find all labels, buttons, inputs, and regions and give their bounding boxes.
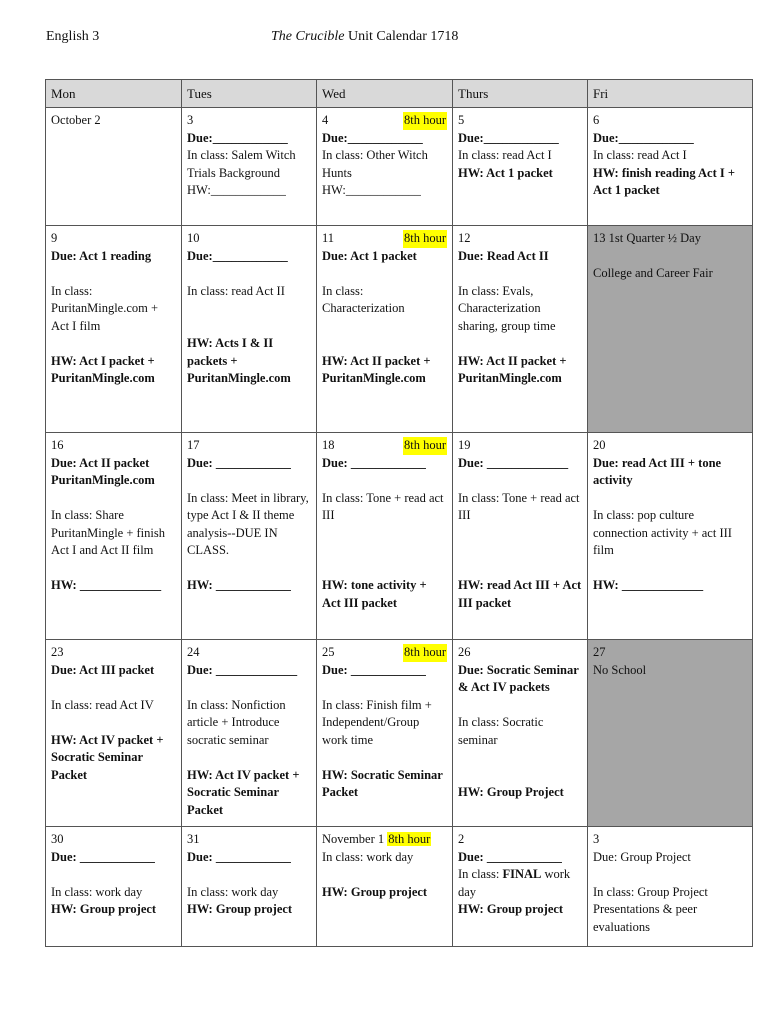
day-entry: Due: ____________ xyxy=(51,849,155,864)
eighth-hour-highlight: 8th hour xyxy=(388,832,431,846)
day-entry: HW: _____________ xyxy=(593,578,704,592)
day-cell xyxy=(46,640,182,827)
day-date: 30 xyxy=(51,832,64,846)
day-entry: HW: Act IV packet + Socratic Seminar Packet xyxy=(187,767,300,817)
day-date: 11 xyxy=(322,231,335,245)
day-date: 18 xyxy=(322,438,335,452)
day-cell-content xyxy=(458,644,582,802)
day-cell-content xyxy=(51,437,176,595)
week-row xyxy=(46,226,753,433)
day-cell-content xyxy=(593,644,747,679)
day-entry: Due: ____________ xyxy=(187,849,291,864)
weekday-header: Fri xyxy=(588,80,753,108)
day-entry: HW: Act 1 packet xyxy=(458,165,553,180)
spacer xyxy=(322,265,447,283)
course-name: English 3 xyxy=(46,29,100,44)
day-date: 13 1st Quarter ½ Day xyxy=(593,231,701,245)
day-entry: HW: Act II packet + PuritanMingle.com xyxy=(322,353,431,385)
day-entry: In class: work day xyxy=(322,849,414,864)
spacer xyxy=(187,472,311,490)
day-entry: HW: finish reading Act I + Act 1 packet xyxy=(593,165,735,197)
page-header xyxy=(46,29,726,49)
day-entry: In class: work day xyxy=(187,884,279,899)
title-italic: The Crucible xyxy=(271,29,345,44)
day-entry: HW:____________ xyxy=(187,183,286,197)
day-entry: Due: ____________ xyxy=(322,455,426,470)
spacer xyxy=(51,490,176,508)
day-date: November 1 xyxy=(322,832,385,846)
weekday-header: Wed xyxy=(317,80,453,108)
day-entry: In class: read Act IV xyxy=(51,697,154,712)
day-cell-content xyxy=(593,112,747,200)
day-cell-content xyxy=(322,831,447,901)
day-entry: In class: Socratic seminar xyxy=(458,715,544,747)
day-date: 25 xyxy=(322,645,335,659)
day-entry: Due:____________ xyxy=(187,248,288,263)
day-cell xyxy=(453,640,588,827)
day-date: 12 xyxy=(458,231,471,245)
spacer xyxy=(458,542,582,560)
spacer xyxy=(458,767,582,785)
weekday-header: Thurs xyxy=(453,80,588,108)
day-cell-content xyxy=(51,230,176,388)
day-entry: In class: Tone + read act III xyxy=(458,490,580,522)
day-cell-content xyxy=(458,112,582,182)
day-entry: In class: read Act I xyxy=(458,148,552,162)
day-date: 3 xyxy=(187,113,194,127)
day-date: 24 xyxy=(187,645,200,659)
spacer xyxy=(51,560,176,578)
spacer xyxy=(458,749,582,767)
spacer xyxy=(322,749,447,767)
day-entry: Due: Socratic Seminar & Act IV packets xyxy=(458,662,579,694)
spacer xyxy=(51,866,176,884)
spacer xyxy=(51,714,176,732)
day-cell-content xyxy=(593,437,747,595)
day-cell-content xyxy=(51,644,176,784)
weekday-header-row xyxy=(46,80,753,108)
day-entry: Due:____________ xyxy=(458,130,559,145)
spacer xyxy=(593,490,747,508)
spacer xyxy=(51,335,176,353)
week-row xyxy=(46,433,753,640)
day-entry: In class: FINAL work day xyxy=(458,867,571,899)
day-entry: In class: PuritanMingle.com + Act I film xyxy=(51,283,159,333)
day-cell xyxy=(588,640,753,827)
day-cell-content xyxy=(322,112,447,200)
day-cell xyxy=(182,108,317,226)
day-cell-content xyxy=(593,831,747,936)
day-date: 26 xyxy=(458,645,471,659)
day-entry: HW: _____________ xyxy=(51,578,162,592)
day-cell-content xyxy=(187,644,311,819)
spacer xyxy=(51,679,176,697)
week-row xyxy=(46,640,753,827)
spacer xyxy=(51,265,176,283)
day-cell xyxy=(182,433,317,640)
eighth-hour-highlight: 8th hour xyxy=(403,644,447,662)
day-entry: HW: Group project xyxy=(187,902,293,916)
spacer xyxy=(322,679,447,697)
day-entry: In class: Evals, Characterization sharing, group time xyxy=(458,283,556,333)
day-entry: In class: Tone + read act III xyxy=(322,490,444,522)
day-cell xyxy=(317,827,453,947)
spacer xyxy=(593,248,747,266)
weekday-header: Tues xyxy=(182,80,317,108)
day-entry: HW: ____________ xyxy=(187,578,291,592)
day-cell xyxy=(588,433,753,640)
day-cell-content xyxy=(187,112,311,200)
day-entry: Due: Act II packet PuritanMingle.com xyxy=(51,455,155,487)
day-cell xyxy=(317,640,453,827)
day-date: 4 xyxy=(322,113,329,127)
day-cell xyxy=(453,108,588,226)
day-cell-content xyxy=(51,831,176,919)
day-entry: In class: read Act I xyxy=(593,148,687,162)
spacer xyxy=(458,525,582,543)
day-entry: In class: Finish film + Independent/Group work time xyxy=(322,697,432,747)
day-entry: HW: Group project xyxy=(51,902,157,916)
day-cell xyxy=(317,108,453,226)
day-date: 16 xyxy=(51,438,64,452)
day-cell-content xyxy=(593,230,747,283)
day-date: 17 xyxy=(187,438,200,452)
day-cell-content xyxy=(187,230,311,388)
day-date: 27 xyxy=(593,645,606,659)
unit-calendar-table xyxy=(45,79,753,947)
spacer xyxy=(187,749,311,767)
day-entry: Due:____________ xyxy=(322,130,423,145)
day-cell xyxy=(588,226,753,433)
day-cell xyxy=(317,226,453,433)
day-entry: HW: Group project xyxy=(458,902,564,916)
final-emphasis: FINAL xyxy=(502,867,542,881)
day-date: 10 xyxy=(187,231,200,245)
day-entry: Due: _____________ xyxy=(187,662,298,677)
day-entry: HW: Group Project xyxy=(458,785,564,799)
day-cell xyxy=(182,827,317,947)
spacer xyxy=(187,300,311,318)
day-cell-content xyxy=(322,230,447,388)
eighth-hour-highlight: 8th hour xyxy=(403,112,447,130)
day-cell xyxy=(46,433,182,640)
day-cell-content xyxy=(322,437,447,612)
day-entry: In class: Other Witch Hunts xyxy=(322,148,428,180)
spacer xyxy=(187,318,311,336)
day-cell xyxy=(182,226,317,433)
day-cell xyxy=(46,226,182,433)
day-entry: In class: pop culture connection activity + act III film xyxy=(593,508,732,557)
day-entry: In class: read Act II xyxy=(187,283,285,298)
day-entry: College and Career Fair xyxy=(593,266,713,280)
day-entry: In class: Characterization xyxy=(322,283,405,315)
day-entry: HW: Acts I & II packets + PuritanMingle.com xyxy=(187,336,291,385)
day-date: 3 xyxy=(593,832,600,846)
day-cell xyxy=(46,827,182,947)
day-cell xyxy=(182,640,317,827)
day-cell-content xyxy=(458,230,582,388)
spacer xyxy=(458,697,582,715)
spacer xyxy=(322,560,447,578)
spacer xyxy=(322,866,447,884)
day-cell-content xyxy=(458,831,582,919)
day-entry: HW: Socratic Seminar Packet xyxy=(322,767,443,799)
week-row xyxy=(46,108,753,226)
day-entry: Due: Read Act II xyxy=(458,248,549,263)
day-entry: Due: ____________ xyxy=(322,662,426,677)
eighth-hour-highlight: 8th hour xyxy=(403,230,447,248)
day-cell xyxy=(46,108,182,226)
spacer xyxy=(187,560,311,578)
day-entry: In class: Share PuritanMingle + finish Act I and Act II film xyxy=(51,508,165,557)
day-entry: In class: Nonfiction article + Introduce socratic seminar xyxy=(187,697,286,747)
day-date: 9 xyxy=(51,231,58,245)
day-entry: In class: Group Project Presentations & peer evaluations xyxy=(593,884,708,934)
day-entry: Due:____________ xyxy=(593,130,694,145)
day-date: 31 xyxy=(187,832,200,846)
day-entry: Due: Act 1 packet xyxy=(322,248,417,263)
page-title xyxy=(271,29,458,45)
day-entry: HW: Act II packet + PuritanMingle.com xyxy=(458,353,567,385)
day-cell-content xyxy=(187,437,311,595)
day-date: 23 xyxy=(51,645,64,659)
day-cell-content xyxy=(458,437,582,612)
day-entry: HW: tone activity + Act III packet xyxy=(322,578,427,610)
day-date: 20 xyxy=(593,438,606,452)
day-entry: No School xyxy=(593,662,647,677)
day-cell-content xyxy=(322,644,447,802)
spacer xyxy=(322,542,447,560)
day-cell xyxy=(453,433,588,640)
day-cell xyxy=(588,108,753,226)
day-cell-content xyxy=(187,831,311,919)
spacer xyxy=(322,318,447,336)
spacer xyxy=(322,335,447,353)
week-row xyxy=(46,827,753,947)
day-entry: In class: work day xyxy=(51,884,143,899)
title-rest: Unit Calendar 1718 xyxy=(344,29,459,44)
spacer xyxy=(458,265,582,283)
spacer xyxy=(187,866,311,884)
day-entry: In class: Salem Witch Trials Background xyxy=(187,148,296,180)
day-cell-content xyxy=(51,112,176,130)
day-date: 5 xyxy=(458,113,465,127)
spacer xyxy=(593,560,747,578)
day-date: October 2 xyxy=(51,113,101,127)
day-cell xyxy=(453,827,588,947)
spacer xyxy=(187,679,311,697)
day-cell xyxy=(588,827,753,947)
day-date: 6 xyxy=(593,113,600,127)
day-date: 19 xyxy=(458,438,471,452)
day-entry: Due: Group Project xyxy=(593,849,691,864)
spacer xyxy=(458,472,582,490)
day-entry: HW: read Act III + Act III packet xyxy=(458,578,582,610)
spacer xyxy=(593,866,747,884)
day-entry: Due: read Act III + tone activity xyxy=(593,455,722,487)
weekday-header: Mon xyxy=(46,80,182,108)
day-entry: Due: Act 1 reading xyxy=(51,248,152,263)
eighth-hour-highlight: 8th hour xyxy=(403,437,447,455)
day-entry: HW:____________ xyxy=(322,183,421,197)
day-date: 2 xyxy=(458,832,465,846)
spacer xyxy=(458,560,582,578)
day-cell xyxy=(317,433,453,640)
day-entry: HW: Group project xyxy=(322,884,428,899)
day-entry: In class: Meet in library, type Act I & II theme analysis--DUE IN CLASS. xyxy=(187,490,309,557)
day-entry: Due:____________ xyxy=(187,130,288,145)
day-entry: Due: ____________ xyxy=(187,455,291,470)
day-entry: HW: Act I packet + PuritanMingle.com xyxy=(51,353,155,385)
day-entry: HW: Act IV packet + Socratic Seminar Packet xyxy=(51,732,164,782)
spacer xyxy=(458,335,582,353)
day-entry: Due: ____________ xyxy=(458,849,562,864)
day-cell xyxy=(453,226,588,433)
day-entry: Due: Act III packet xyxy=(51,662,155,677)
spacer xyxy=(322,472,447,490)
spacer xyxy=(322,525,447,543)
day-entry: Due: _____________ xyxy=(458,455,569,470)
spacer xyxy=(187,265,311,283)
